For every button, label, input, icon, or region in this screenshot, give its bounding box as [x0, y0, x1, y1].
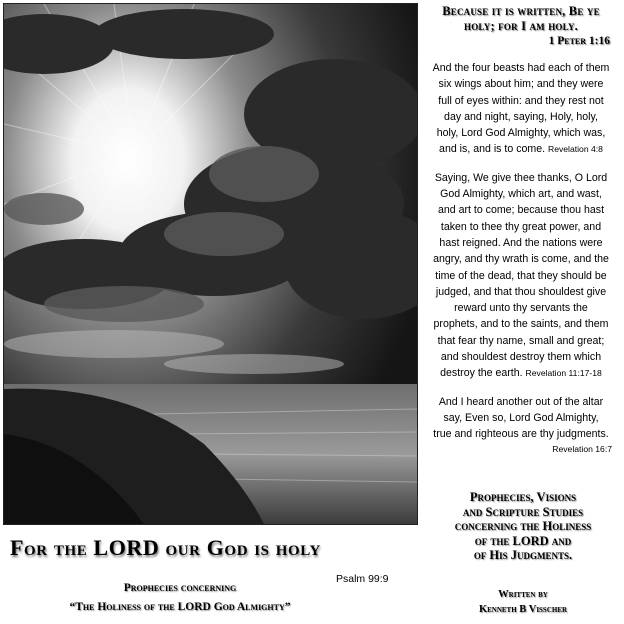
passage-line: that fear thy name, small and great; — [437, 334, 605, 347]
passage-line: holy, Lord God Almighty, which was, — [436, 127, 606, 140]
studies-line: of His Judgments. — [473, 548, 573, 562]
passage-reference: Revelation 4:8 — [548, 144, 603, 155]
scripture-column — [422, 4, 620, 456]
passage-reference: Revelation 16:7 — [552, 443, 612, 454]
passage-line: and art to come; because thou hast — [437, 204, 605, 217]
passage-last-line: and is, and is to come. — [439, 143, 546, 156]
top-quote-reference: 1 Peter 1:16 — [548, 35, 610, 47]
passage-line: judged, and that thou shouldest give — [435, 285, 607, 298]
studies-description — [430, 490, 616, 563]
passage-line: time of the dead, that they should be — [435, 269, 607, 282]
passage-line: day and night, saying, Holy, holy, — [444, 110, 598, 123]
passage-last-line: destroy the earth. — [440, 367, 523, 380]
studies-line: Prophecies, Visions — [469, 490, 577, 504]
clouds-illustration — [4, 4, 417, 524]
passage-revelation-11-17 — [422, 170, 620, 382]
passage-line — [422, 141, 620, 157]
passage-line: God Almighty, which art, and wast, — [440, 188, 602, 201]
author-credit — [430, 587, 616, 617]
passage-line: And I heard another out of the altar — [438, 395, 604, 408]
passage-line: reward unto thy servants the — [454, 302, 588, 315]
psalm-reference: Psalm 99:9 — [336, 573, 389, 585]
top-quote-line: Because it is written, Be ye — [442, 4, 600, 18]
passage-line: prophets, and to the saints, and them — [433, 318, 609, 331]
subtitle-holiness: “The Holiness of the LORD God Almighty” — [69, 601, 291, 613]
top-quote-line: holy; for I am holy. — [464, 19, 578, 33]
passage-revelation-4-8 — [422, 60, 620, 158]
passage-line: angry, and thy wrath is come, and the — [433, 253, 609, 266]
passage-line: and shouldest destroy them which — [440, 351, 602, 364]
passage-line — [422, 365, 620, 381]
passage-line: taken to thee thy great power, and — [440, 220, 602, 233]
subtitle-prophecies: Prophecies concerning — [123, 582, 237, 594]
passage-reference: Revelation 11:17-18 — [525, 368, 602, 379]
studies-line: and Scripture Studies — [462, 504, 584, 519]
engraving-artwork — [3, 3, 418, 525]
passage-line: full of eyes within: and they rest not — [438, 94, 604, 107]
written-by-label: Written by — [498, 589, 548, 600]
studies-line: of the LORD and — [474, 533, 572, 548]
passage-line: hast reigned. And the nations were — [439, 236, 603, 249]
author-name: Kenneth B Visscher — [478, 604, 568, 615]
passage-revelation-16-7 — [422, 394, 620, 456]
passage-line: And the four beasts had each of them — [432, 62, 610, 74]
passage-line: six wings about him; and they were — [438, 78, 604, 91]
passage-line: true and righteous are thy judgments. — [433, 428, 609, 441]
passage-line: Saying, We give thee thanks, O Lord — [434, 171, 608, 184]
page-title: For the LORD our God is holy — [10, 535, 321, 560]
studies-line: concerning the Holiness — [454, 519, 592, 533]
passage-line: say, Even so, Lord God Almighty, — [443, 411, 599, 424]
top-quote — [422, 4, 620, 34]
